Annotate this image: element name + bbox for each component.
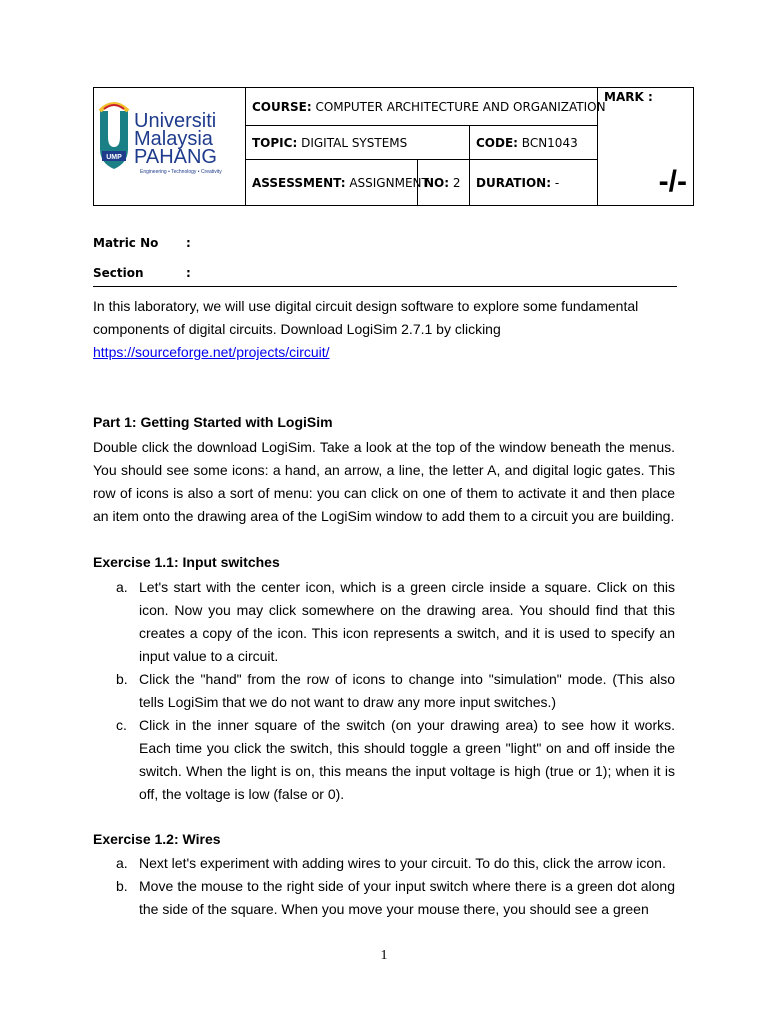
list-marker: a.	[116, 855, 128, 871]
list-marker: b.	[116, 878, 128, 894]
list-item	[93, 576, 675, 668]
mark-cell	[598, 88, 694, 206]
list-item-text: Let's start with the center icon, which is a green circle inside a square. Click on this icon. Now you may click somewhere on the drawing area. You should find that this creates a copy of the icon. This icon represents a switch, and it is used to specify an input value to a circuit.	[139, 579, 675, 664]
duration-label: DURATION:	[476, 175, 551, 190]
code-cell	[470, 126, 598, 160]
duration-cell	[470, 160, 598, 206]
part1-heading: Part 1: Getting Started with LogiSim	[93, 414, 333, 430]
matric-colon: :	[186, 236, 191, 250]
course-cell	[246, 88, 606, 126]
exercise-1-2-heading: Exercise 1.2: Wires	[93, 831, 221, 847]
list-item-text: Next let's experiment with adding wires to your circuit. To do this, click the arrow icon.	[139, 855, 666, 871]
topic-label: TOPIC:	[252, 135, 298, 150]
download-link[interactable]: https://sourceforge.net/projects/circuit/	[93, 344, 330, 360]
intro-paragraph	[93, 295, 675, 364]
duration-value: -	[554, 175, 560, 190]
header-divider	[93, 286, 677, 287]
number-cell	[418, 160, 470, 206]
number-label: NO:	[424, 175, 450, 190]
list-item	[93, 875, 675, 921]
topic-cell	[246, 126, 470, 160]
list-item	[93, 668, 675, 714]
code-value: BCN1043	[521, 135, 578, 150]
mark-value: -/-	[658, 165, 687, 198]
list-item-text: Click in the inner square of the switch (on your drawing area) to see how it works. Each time you click the switch, this should toggle a green "light" on and off inside the switch. When the light is on, this means the input voltage is high (true or 1); when it is off, the voltage is low (false or 0).	[139, 717, 675, 802]
university-logo	[94, 89, 246, 205]
list-item	[93, 852, 675, 875]
course-label: COURSE:	[252, 99, 312, 114]
list-item	[93, 714, 675, 806]
matric-label: Matric No	[93, 236, 159, 250]
logo-cell	[94, 88, 246, 206]
list-item-text: Click the "hand" from the row of icons to change into "simulation" mode. (This also tells LogiSim that we do not want to draw any more input switches.)	[139, 671, 675, 710]
part1-paragraph: Double click the download LogiSim. Take a look at the top of the window beneath the menus. You should see some icons: a hand, an arrow, a line, the letter A, and digital logic gates. This row of icons is also a sort of menu: you can click on one of them to activate it and then place an item onto the drawing area of the LogiSim window to add them to a circuit you are building.	[93, 439, 675, 524]
logo-line1: Universiti	[134, 109, 217, 132]
section-colon: :	[186, 266, 191, 280]
list-marker: c.	[116, 717, 127, 733]
code-label: CODE:	[476, 135, 518, 150]
logo-badge: UMP	[106, 153, 122, 161]
intro-text: In this laboratory, we will use digital circuit design software to explore some fundamental components of digital circuits. Download LogiSim 2.7.1 by clicking	[93, 298, 639, 337]
course-value: COMPUTER ARCHITECTURE AND ORGANIZATION	[315, 99, 606, 114]
assessment-value: ASSIGNMENT	[349, 175, 429, 190]
matric-field	[93, 236, 191, 250]
logo-tagline: Engineering • Technology • Creativity	[140, 168, 222, 175]
topic-value: DIGITAL SYSTEMS	[301, 135, 408, 150]
section-field	[93, 266, 191, 280]
list-marker: b.	[116, 671, 128, 687]
mark-label: MARK :	[604, 90, 653, 104]
list-item-text: Move the mouse to the right side of your input switch where there is a green dot along the side of the square. When you move your mouse there, you should see a green	[139, 878, 675, 917]
header-table	[93, 87, 694, 206]
exercise-1-1-heading: Exercise 1.1: Input switches	[93, 554, 280, 570]
page-number: 1	[380, 948, 388, 963]
assessment-cell	[246, 160, 429, 206]
list-marker: a.	[116, 579, 128, 595]
assessment-label: ASSESSMENT:	[252, 175, 346, 190]
logo-line3: PAHANG	[134, 145, 217, 168]
number-value: 2	[452, 175, 461, 190]
section-label: Section	[93, 266, 144, 280]
logo-line2: Malaysia	[134, 127, 213, 150]
